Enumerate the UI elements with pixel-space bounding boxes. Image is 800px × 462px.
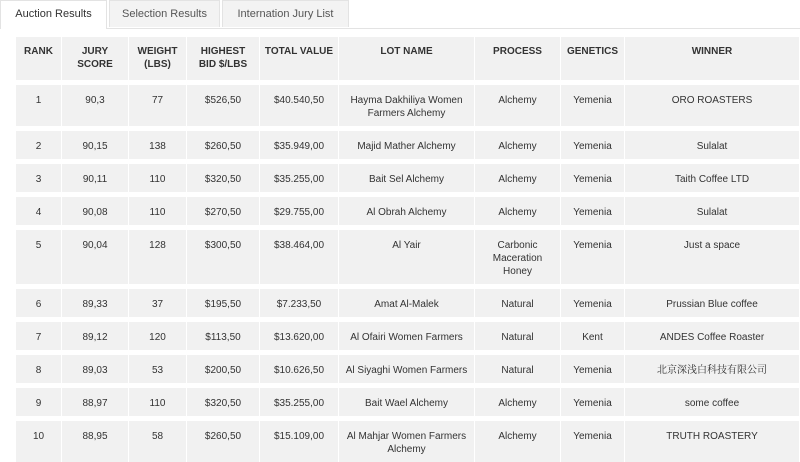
total-value-cell: $35.255,00 <box>260 383 339 416</box>
winner-cell: TRUTH ROASTERY <box>625 416 800 462</box>
highest-bid-cell: $260,50 <box>187 416 260 462</box>
rank-cell: 3 <box>16 159 62 192</box>
highest-bid-cell: $526,50 <box>187 80 260 126</box>
weight-cell: 110 <box>129 159 187 192</box>
jury-score-cell: 89,12 <box>62 317 129 350</box>
rank-cell: 1 <box>16 80 62 126</box>
lot-name-cell: Amat Al-Malek <box>339 284 475 317</box>
winner-cell: 北京深浅白科技有限公司 <box>625 350 800 383</box>
total-value-cell: $40.540,50 <box>260 80 339 126</box>
winner-cell: ORO ROASTERS <box>625 80 800 126</box>
winner-cell: Just a space <box>625 225 800 284</box>
rank-cell: 7 <box>16 317 62 350</box>
header-lot-name: LOT NAME <box>339 37 475 80</box>
tab-selection-results[interactable]: Selection Results <box>109 0 220 27</box>
rank-cell: 10 <box>16 416 62 462</box>
weight-cell: 77 <box>129 80 187 126</box>
genetics-cell: Yemenia <box>561 416 625 462</box>
header-rank: RANK <box>16 37 62 80</box>
genetics-cell: Yemenia <box>561 80 625 126</box>
header-weight: WEIGHT (LBS) <box>129 37 187 80</box>
genetics-cell: Yemenia <box>561 159 625 192</box>
auction-results-table <box>16 37 800 462</box>
lot-name-cell: Bait Wael Alchemy <box>339 383 475 416</box>
process-cell: Alchemy <box>475 126 561 159</box>
table-row <box>16 80 800 126</box>
rank-cell: 8 <box>16 350 62 383</box>
winner-cell: Prussian Blue coffee <box>625 284 800 317</box>
genetics-cell: Yemenia <box>561 126 625 159</box>
rank-cell: 6 <box>16 284 62 317</box>
total-value-cell: $10.626,50 <box>260 350 339 383</box>
header-highest-bid: HIGHEST BID $/LBS <box>187 37 260 80</box>
total-value-cell: $35.255,00 <box>260 159 339 192</box>
jury-score-cell: 89,33 <box>62 284 129 317</box>
rank-cell: 9 <box>16 383 62 416</box>
weight-cell: 37 <box>129 284 187 317</box>
genetics-cell: Kent <box>561 317 625 350</box>
genetics-cell: Yemenia <box>561 284 625 317</box>
weight-cell: 138 <box>129 126 187 159</box>
winner-cell: some coffee <box>625 383 800 416</box>
process-cell: Carbonic Maceration Honey <box>475 225 561 284</box>
highest-bid-cell: $320,50 <box>187 159 260 192</box>
header-winner: WINNER <box>625 37 800 80</box>
header-total-value: TOTAL VALUE <box>260 37 339 80</box>
lot-name-cell: Majid Mather Alchemy <box>339 126 475 159</box>
table-row <box>16 159 800 192</box>
auction-results-table-wrap <box>16 37 800 462</box>
rank-cell: 4 <box>16 192 62 225</box>
genetics-cell: Yemenia <box>561 192 625 225</box>
winner-cell: ANDES Coffee Roaster <box>625 317 800 350</box>
table-row <box>16 350 800 383</box>
process-cell: Alchemy <box>475 159 561 192</box>
header-jury-score: JURY SCORE <box>62 37 129 80</box>
jury-score-cell: 90,08 <box>62 192 129 225</box>
highest-bid-cell: $200,50 <box>187 350 260 383</box>
jury-score-cell: 90,15 <box>62 126 129 159</box>
jury-score-cell: 88,95 <box>62 416 129 462</box>
lot-name-cell: Al Obrah Alchemy <box>339 192 475 225</box>
table-row <box>16 126 800 159</box>
highest-bid-cell: $270,50 <box>187 192 260 225</box>
total-value-cell: $7.233,50 <box>260 284 339 317</box>
process-cell: Alchemy <box>475 80 561 126</box>
total-value-cell: $35.949,00 <box>260 126 339 159</box>
table-row <box>16 284 800 317</box>
table-row <box>16 225 800 284</box>
weight-cell: 110 <box>129 192 187 225</box>
process-cell: Natural <box>475 317 561 350</box>
total-value-cell: $13.620,00 <box>260 317 339 350</box>
results-tabs <box>0 0 800 29</box>
rank-cell: 5 <box>16 225 62 284</box>
table-header-row <box>16 37 800 80</box>
table-row <box>16 416 800 462</box>
process-cell: Natural <box>475 350 561 383</box>
total-value-cell: $38.464,00 <box>260 225 339 284</box>
highest-bid-cell: $113,50 <box>187 317 260 350</box>
lot-name-cell: Hayma Dakhiliya Women Farmers Alchemy <box>339 80 475 126</box>
rank-cell: 2 <box>16 126 62 159</box>
jury-score-cell: 90,11 <box>62 159 129 192</box>
process-cell: Alchemy <box>475 416 561 462</box>
process-cell: Natural <box>475 284 561 317</box>
table-row <box>16 383 800 416</box>
winner-cell: Sulalat <box>625 192 800 225</box>
header-genetics: GENETICS <box>561 37 625 80</box>
highest-bid-cell: $320,50 <box>187 383 260 416</box>
weight-cell: 58 <box>129 416 187 462</box>
total-value-cell: $29.755,00 <box>260 192 339 225</box>
genetics-cell: Yemenia <box>561 350 625 383</box>
tab-internation-jury-list[interactable]: Internation Jury List <box>222 0 349 27</box>
highest-bid-cell: $195,50 <box>187 284 260 317</box>
weight-cell: 120 <box>129 317 187 350</box>
highest-bid-cell: $300,50 <box>187 225 260 284</box>
lot-name-cell: Al Ofairi Women Farmers <box>339 317 475 350</box>
weight-cell: 128 <box>129 225 187 284</box>
jury-score-cell: 89,03 <box>62 350 129 383</box>
winner-cell: Sulalat <box>625 126 800 159</box>
weight-cell: 110 <box>129 383 187 416</box>
lot-name-cell: Al Mahjar Women Farmers Alchemy <box>339 416 475 462</box>
tab-auction-results[interactable]: Auction Results <box>0 0 107 29</box>
lot-name-cell: Al Yair <box>339 225 475 284</box>
process-cell: Alchemy <box>475 383 561 416</box>
total-value-cell: $15.109,00 <box>260 416 339 462</box>
winner-cell: Taith Coffee LTD <box>625 159 800 192</box>
genetics-cell: Yemenia <box>561 225 625 284</box>
jury-score-cell: 90,3 <box>62 80 129 126</box>
jury-score-cell: 88,97 <box>62 383 129 416</box>
process-cell: Alchemy <box>475 192 561 225</box>
weight-cell: 53 <box>129 350 187 383</box>
jury-score-cell: 90,04 <box>62 225 129 284</box>
header-process: PROCESS <box>475 37 561 80</box>
table-row <box>16 192 800 225</box>
lot-name-cell: Al Siyaghi Women Farmers <box>339 350 475 383</box>
highest-bid-cell: $260,50 <box>187 126 260 159</box>
lot-name-cell: Bait Sel Alchemy <box>339 159 475 192</box>
genetics-cell: Yemenia <box>561 383 625 416</box>
table-row <box>16 317 800 350</box>
